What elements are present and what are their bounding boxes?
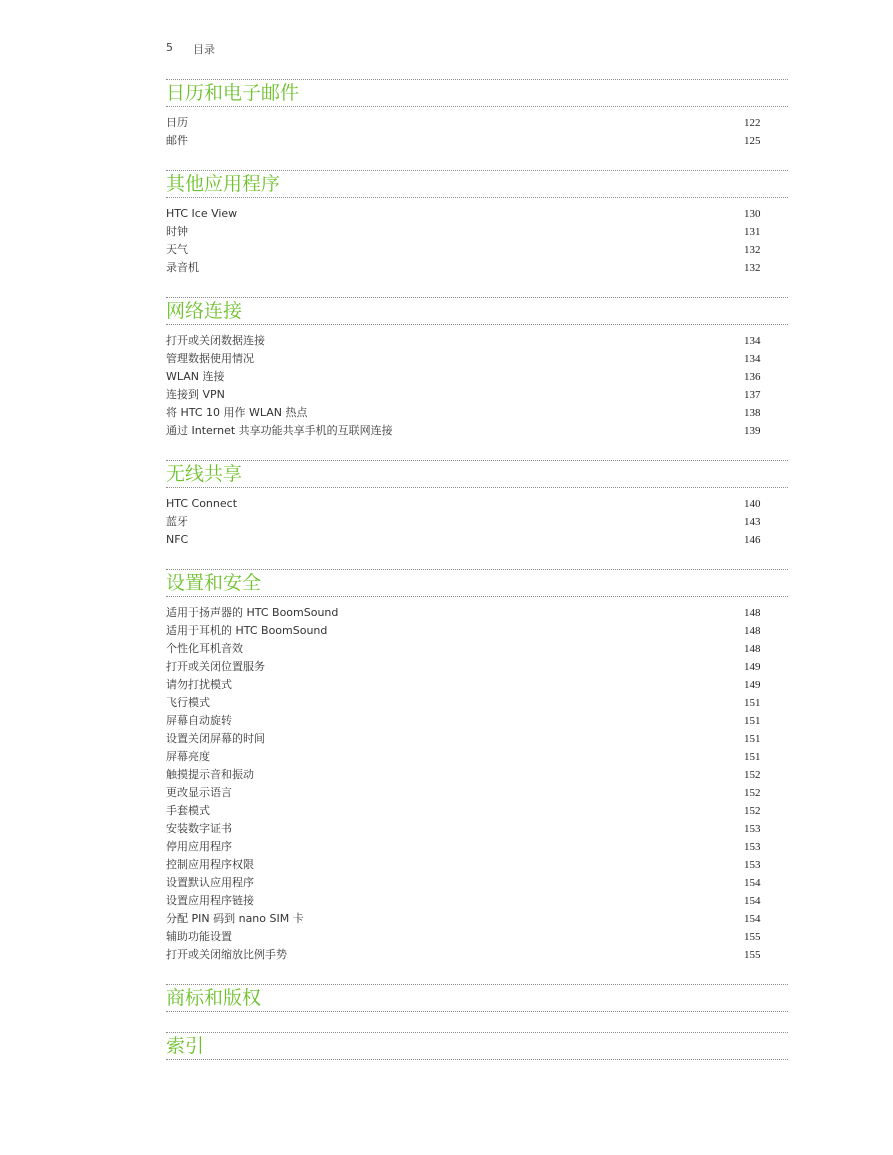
toc-entry[interactable] [166, 332, 788, 350]
entry-page-number: 137 [744, 389, 761, 401]
toc-entry[interactable] [166, 676, 788, 694]
entry-page-number: 140 [744, 498, 761, 510]
entry-list [166, 325, 788, 440]
entry-page-number: 151 [744, 751, 761, 763]
entry-page-number: 154 [744, 913, 761, 925]
toc-entry[interactable] [166, 241, 788, 259]
entry-list [166, 198, 788, 277]
entry-label: 管理数据使用情况 [166, 352, 254, 365]
toc-entry[interactable] [166, 368, 788, 386]
entry-page-number: 154 [744, 895, 761, 907]
entry-label: 屏幕亮度 [166, 750, 210, 763]
entry-label: 日历 [166, 116, 188, 129]
section-title[interactable]: 索引 [166, 1032, 788, 1060]
section-title[interactable]: 商标和版权 [166, 984, 788, 1012]
toc-section [166, 1032, 788, 1060]
toc-entry[interactable] [166, 223, 788, 241]
entry-label: WLAN 连接 [166, 370, 225, 383]
entry-label: 录音机 [166, 261, 199, 274]
toc-section [166, 297, 788, 440]
section-title[interactable]: 网络连接 [166, 297, 788, 325]
entry-page-number: 149 [744, 679, 761, 691]
toc-entry[interactable] [166, 495, 788, 513]
entry-page-number: 155 [744, 931, 761, 943]
entry-page-number: 132 [744, 244, 761, 256]
entry-label: 停用应用程序 [166, 840, 232, 853]
entry-label: 手套模式 [166, 804, 210, 817]
toc-entry[interactable] [166, 422, 788, 440]
entry-label: HTC Connect [166, 497, 238, 510]
entry-label: 屏幕自动旋转 [166, 714, 232, 727]
entry-label: 时钟 [166, 225, 188, 238]
page-header [166, 41, 215, 57]
entry-page-number: 138 [744, 407, 761, 419]
entry-label: 更改显示语言 [166, 786, 232, 799]
toc-entry[interactable] [166, 874, 788, 892]
entry-list [166, 597, 788, 964]
entry-label: 设置默认应用程序 [166, 876, 254, 889]
entry-label: 通过 Internet 共享功能共享手机的互联网连接 [166, 424, 393, 437]
toc-entry[interactable] [166, 730, 788, 748]
toc-entry[interactable] [166, 622, 788, 640]
entry-label: 适用于扬声器的 HTC BoomSound [166, 606, 339, 619]
entry-label: 设置应用程序链接 [166, 894, 254, 907]
entry-page-number: 151 [744, 697, 761, 709]
entry-page-number: 149 [744, 661, 761, 673]
toc-section [166, 569, 788, 964]
entry-page-number: 148 [744, 625, 761, 637]
toc-section [166, 170, 788, 277]
entry-list [166, 488, 788, 549]
entry-page-number: 153 [744, 859, 761, 871]
entry-label: 控制应用程序权限 [166, 858, 254, 871]
toc-entry[interactable] [166, 386, 788, 404]
entry-page-number: 151 [744, 715, 761, 727]
toc-entry[interactable] [166, 114, 788, 132]
toc-entry[interactable] [166, 748, 788, 766]
toc-entry[interactable] [166, 404, 788, 422]
entry-label: NFC [166, 533, 189, 546]
toc-entry[interactable] [166, 640, 788, 658]
entry-page-number: 146 [744, 534, 761, 546]
entry-label: 触摸提示音和振动 [166, 768, 254, 781]
toc-entry[interactable] [166, 820, 788, 838]
entry-label: 辅助功能设置 [166, 930, 232, 943]
entry-page-number: 148 [744, 607, 761, 619]
entry-label: 打开或关闭位置服务 [166, 660, 265, 673]
toc-entry[interactable] [166, 694, 788, 712]
entry-page-number: 152 [744, 769, 761, 781]
entry-label: 打开或关闭缩放比例手势 [166, 948, 287, 961]
entry-label: 天气 [166, 243, 188, 256]
entry-label: 适用于耳机的 HTC BoomSound [166, 624, 328, 637]
toc-entry[interactable] [166, 910, 788, 928]
toc-entry[interactable] [166, 604, 788, 622]
toc-entry[interactable] [166, 802, 788, 820]
entry-page-number: 130 [744, 208, 761, 220]
entry-label: 安装数字证书 [166, 822, 232, 835]
toc-entry[interactable] [166, 132, 788, 150]
section-title[interactable]: 其他应用程序 [166, 170, 788, 198]
entry-page-number: 152 [744, 805, 761, 817]
toc-entry[interactable] [166, 892, 788, 910]
toc-entry[interactable] [166, 350, 788, 368]
entry-page-number: 153 [744, 841, 761, 853]
entry-page-number: 125 [744, 135, 761, 147]
toc-entry[interactable] [166, 856, 788, 874]
entry-page-number: 154 [744, 877, 761, 889]
entry-page-number: 151 [744, 733, 761, 745]
entry-page-number: 134 [744, 353, 761, 365]
entry-page-number: 139 [744, 425, 761, 437]
entry-label: HTC Ice View [166, 207, 238, 220]
entry-page-number: 132 [744, 262, 761, 274]
toc-entry[interactable] [166, 784, 788, 802]
entry-page-number: 155 [744, 949, 761, 961]
page-number: 5 [166, 41, 173, 54]
toc-entry[interactable] [166, 946, 788, 964]
toc-entry[interactable] [166, 513, 788, 531]
entry-label: 蓝牙 [166, 515, 188, 528]
entry-page-number: 134 [744, 335, 761, 347]
toc-entry[interactable] [166, 205, 788, 223]
entry-page-number: 131 [744, 226, 761, 238]
toc-section [166, 460, 788, 549]
toc-entry[interactable] [166, 766, 788, 784]
entry-label: 邮件 [166, 134, 188, 147]
entry-label: 个性化耳机音效 [166, 642, 243, 655]
toc-entry[interactable] [166, 838, 788, 856]
toc-entry[interactable] [166, 531, 788, 549]
entry-page-number: 153 [744, 823, 761, 835]
entry-label: 设置关闭屏幕的时间 [166, 732, 265, 745]
entry-label: 打开或关闭数据连接 [166, 334, 265, 347]
toc-entry[interactable] [166, 658, 788, 676]
entry-page-number: 143 [744, 516, 761, 528]
entry-page-number: 148 [744, 643, 761, 655]
entry-label: 将 HTC 10 用作 WLAN 热点 [166, 406, 308, 419]
entry-list [166, 107, 788, 150]
header-title: 目录 [193, 43, 215, 56]
entry-label: 请勿打扰模式 [166, 678, 232, 691]
entry-label: 连接到 VPN [166, 388, 225, 401]
toc-entry[interactable] [166, 928, 788, 946]
entry-label: 飞行模式 [166, 696, 210, 709]
toc-section [166, 79, 788, 150]
section-title[interactable]: 设置和安全 [166, 569, 788, 597]
entry-page-number: 122 [744, 117, 761, 129]
entry-label: 分配 PIN 码到 nano SIM 卡 [166, 912, 304, 925]
toc-section [166, 984, 788, 1012]
section-title[interactable]: 无线共享 [166, 460, 788, 488]
toc-entry[interactable] [166, 259, 788, 277]
entry-page-number: 136 [744, 371, 761, 383]
table-of-contents [166, 79, 788, 1080]
section-title[interactable]: 日历和电子邮件 [166, 79, 788, 107]
toc-entry[interactable] [166, 712, 788, 730]
entry-page-number: 152 [744, 787, 761, 799]
